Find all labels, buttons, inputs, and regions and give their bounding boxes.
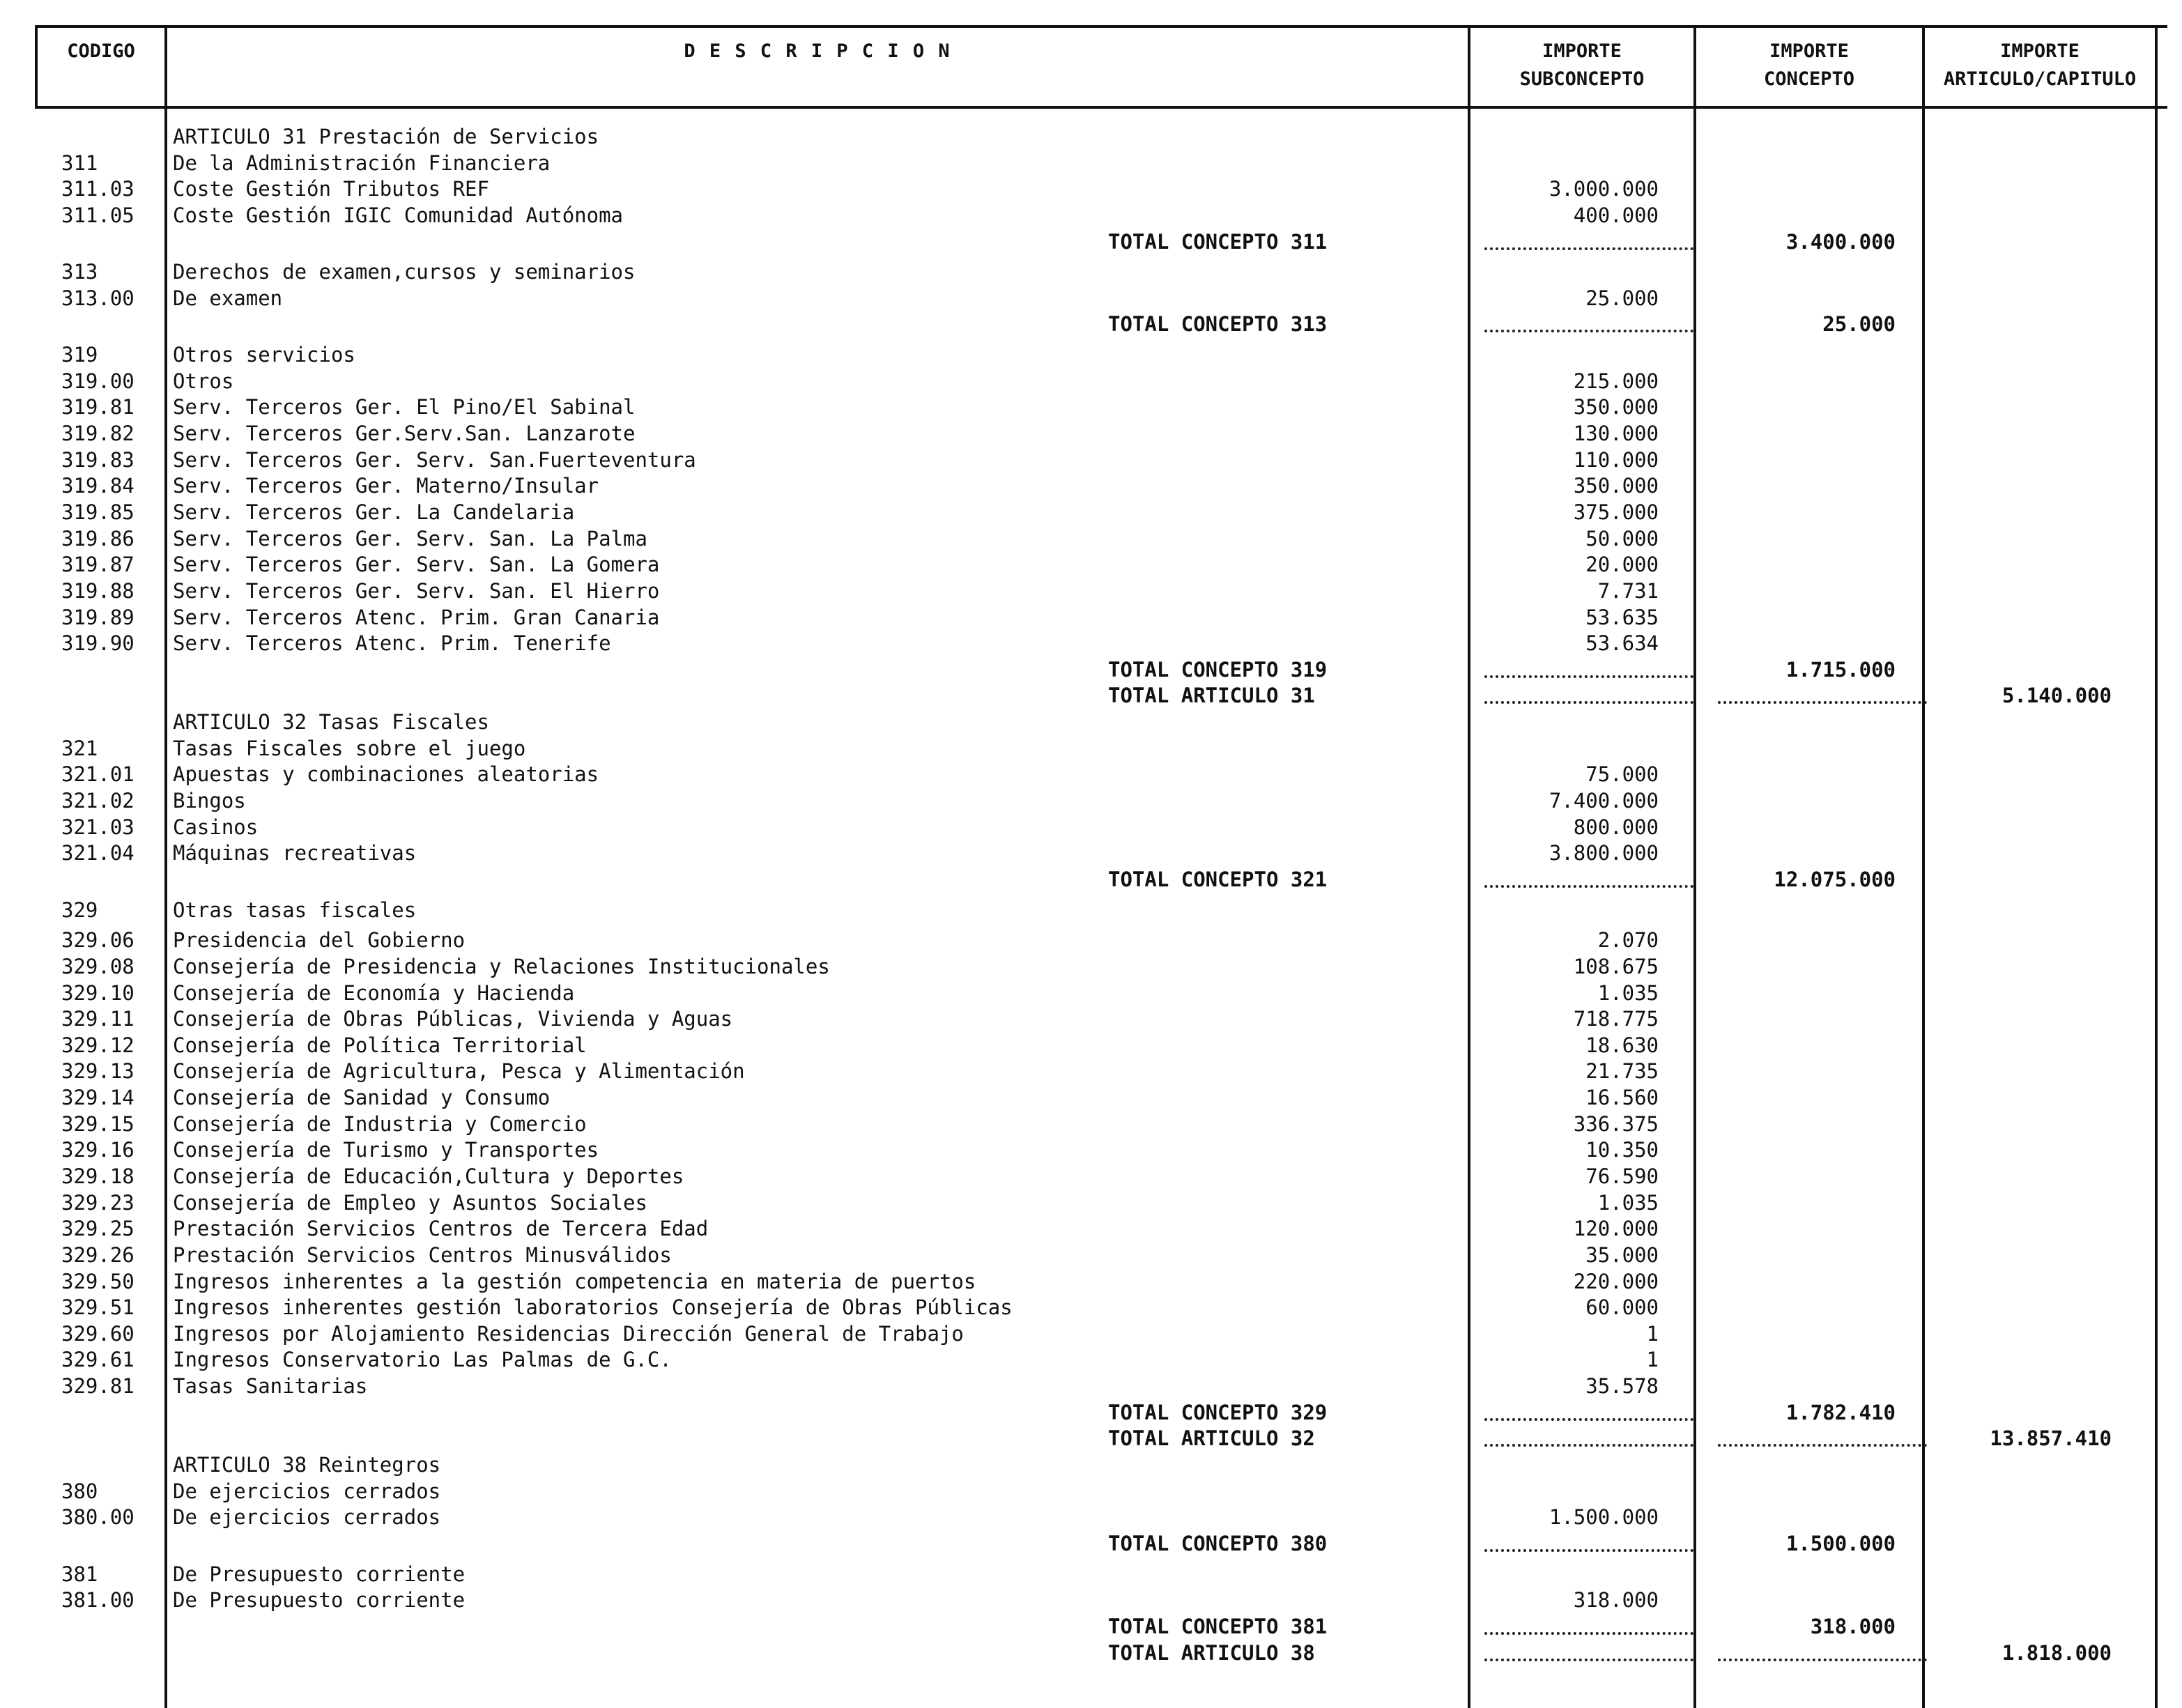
table-row bbox=[0, 151, 2182, 177]
table-row bbox=[0, 1190, 2182, 1217]
table-row bbox=[0, 631, 2182, 657]
dotted-leader bbox=[1484, 675, 1693, 678]
total-row bbox=[0, 657, 2182, 684]
row-importe-subconcepto: 718.775 bbox=[1573, 1007, 1659, 1031]
table-row bbox=[0, 578, 2182, 605]
row-importe-subconcepto: 108.675 bbox=[1573, 954, 1659, 978]
row-description: Serv. Terceros Ger.Serv.San. Lanzarote bbox=[173, 422, 636, 446]
row-code: 329.16 bbox=[61, 1138, 135, 1162]
table-row bbox=[0, 394, 2182, 421]
row-importe-subconcepto: 18.630 bbox=[1585, 1033, 1659, 1057]
row-description: Consejería de Empleo y Asuntos Sociales bbox=[173, 1190, 647, 1215]
table-row bbox=[0, 1479, 2182, 1505]
table-row bbox=[0, 259, 2182, 286]
row-importe-subconcepto: 1.035 bbox=[1597, 1190, 1659, 1215]
total-row bbox=[0, 1426, 2182, 1452]
header-importe-subconcepto: IMPORTE SUBCONCEPTO bbox=[1519, 40, 1645, 90]
row-description: Máquinas recreativas bbox=[173, 841, 417, 865]
table-row bbox=[0, 815, 2182, 841]
row-importe-subconcepto: 800.000 bbox=[1573, 815, 1659, 839]
row-description: Consejería de Política Territorial bbox=[173, 1033, 587, 1057]
row-code: 319.89 bbox=[61, 605, 135, 629]
table-row bbox=[0, 1269, 2182, 1295]
row-description: ARTICULO 32 Tasas Fiscales bbox=[173, 710, 489, 734]
row-description: Coste Gestión Tributos REF bbox=[173, 177, 489, 201]
row-code: 313 bbox=[61, 260, 98, 284]
table-row bbox=[0, 500, 2182, 526]
row-description: Prestación Servicios Centros Minusválidos bbox=[173, 1242, 672, 1267]
total-row bbox=[0, 1531, 2182, 1557]
row-importe-subconcepto: 20.000 bbox=[1585, 553, 1659, 577]
table-row bbox=[0, 1587, 2182, 1614]
row-description: Serv. Terceros Ger. Serv. San. La Palma bbox=[173, 526, 647, 551]
row-code: 319.84 bbox=[61, 474, 135, 498]
row-description: De examen bbox=[173, 286, 283, 310]
row-code: 321.03 bbox=[61, 815, 135, 839]
row-description: Consejería de Industria y Comercio bbox=[173, 1111, 587, 1136]
row-description: Apuestas y combinaciones aleatorias bbox=[173, 762, 599, 787]
table-row bbox=[0, 1295, 2182, 1321]
total-row bbox=[0, 867, 2182, 893]
row-code: 319.81 bbox=[61, 395, 135, 420]
row-importe-subconcepto: 25.000 bbox=[1585, 286, 1659, 310]
row-total-label: TOTAL CONCEPTO 321 bbox=[1108, 867, 1328, 891]
table-row bbox=[0, 1111, 2182, 1138]
table-row bbox=[0, 1164, 2182, 1190]
row-importe-subconcepto: 53.635 bbox=[1585, 605, 1659, 629]
row-description: Ingresos inherentes a la gestión competencia en materia de puertos bbox=[173, 1269, 976, 1293]
dotted-leader bbox=[1484, 1418, 1693, 1421]
row-description: Ingresos por Alojamiento Residencias Dirección General de Trabajo bbox=[173, 1321, 964, 1346]
row-importe-subconcepto: 130.000 bbox=[1573, 422, 1659, 446]
row-total-label: TOTAL ARTICULO 32 bbox=[1108, 1426, 1315, 1451]
row-code: 329.13 bbox=[61, 1059, 135, 1084]
table-row bbox=[0, 980, 2182, 1007]
table-row bbox=[0, 526, 2182, 553]
row-description: Consejería de Economía y Hacienda bbox=[173, 980, 575, 1005]
row-importe-subconcepto: 1.500.000 bbox=[1549, 1505, 1659, 1530]
table-row bbox=[0, 788, 2182, 815]
table-row bbox=[0, 421, 2182, 447]
row-importe-concepto: 1.782.410 bbox=[1785, 1400, 1896, 1424]
row-code: 321 bbox=[61, 736, 98, 760]
dotted-leader bbox=[1718, 1659, 1927, 1661]
row-code: 329.60 bbox=[61, 1321, 135, 1346]
row-description: De Presupuesto corriente bbox=[173, 1588, 466, 1613]
row-code: 329.08 bbox=[61, 954, 135, 978]
table-top-border bbox=[35, 25, 2167, 28]
row-importe-subconcepto: 35.578 bbox=[1585, 1374, 1659, 1399]
row-code: 319.87 bbox=[61, 553, 135, 577]
row-importe-subconcepto: 3.800.000 bbox=[1549, 841, 1659, 865]
row-code: 329.06 bbox=[61, 928, 135, 953]
row-code: 321.04 bbox=[61, 841, 135, 865]
row-code: 329.26 bbox=[61, 1242, 135, 1267]
row-description: Derechos de examen,cursos y seminarios bbox=[173, 260, 636, 284]
row-importe-subconcepto: 50.000 bbox=[1585, 526, 1659, 551]
row-importe-subconcepto: 1 bbox=[1646, 1321, 1659, 1346]
table-row bbox=[0, 898, 2182, 924]
header-codigo: CODIGO bbox=[67, 40, 135, 62]
row-code: 329.18 bbox=[61, 1164, 135, 1188]
row-importe-subconcepto: 10.350 bbox=[1585, 1138, 1659, 1162]
header-importe-articulo-capitulo: IMPORTE ARTICULO/CAPITULO bbox=[1943, 40, 2137, 90]
row-code: 329.15 bbox=[61, 1111, 135, 1136]
row-code: 319.00 bbox=[61, 369, 135, 393]
row-code: 380 bbox=[61, 1479, 98, 1503]
row-code: 319.90 bbox=[61, 631, 135, 656]
table-row bbox=[0, 709, 2182, 736]
row-importe-concepto: 3.400.000 bbox=[1785, 229, 1896, 254]
table-row bbox=[0, 1242, 2182, 1269]
row-description: Bingos bbox=[173, 789, 246, 813]
row-description: Consejería de Educación,Cultura y Deportes bbox=[173, 1164, 684, 1188]
row-description: Serv. Terceros Ger. El Pino/El Sabinal bbox=[173, 395, 636, 420]
row-importe-subconcepto: 318.000 bbox=[1573, 1588, 1659, 1613]
row-code: 329.50 bbox=[61, 1269, 135, 1293]
row-importe-subconcepto: 7.400.000 bbox=[1549, 789, 1659, 813]
row-importe-subconcepto: 110.000 bbox=[1573, 447, 1659, 472]
row-code: 329.11 bbox=[61, 1007, 135, 1031]
dotted-leader bbox=[1484, 1659, 1693, 1661]
table-row bbox=[0, 342, 2182, 369]
row-description: Ingresos Conservatorio Las Palmas de G.C. bbox=[173, 1348, 672, 1372]
row-importe-concepto: 25.000 bbox=[1822, 312, 1896, 337]
dotted-leader bbox=[1484, 1444, 1693, 1447]
row-code: 329.23 bbox=[61, 1190, 135, 1215]
row-code: 381.00 bbox=[61, 1588, 135, 1613]
row-description: Tasas Fiscales sobre el juego bbox=[173, 736, 526, 760]
total-row bbox=[0, 1400, 2182, 1426]
row-importe-articulo: 1.818.000 bbox=[2002, 1640, 2112, 1665]
row-code: 329.51 bbox=[61, 1295, 135, 1320]
dotted-leader bbox=[1484, 247, 1693, 250]
row-code: 319.86 bbox=[61, 526, 135, 551]
row-importe-subconcepto: 21.735 bbox=[1585, 1059, 1659, 1084]
dotted-leader bbox=[1484, 1632, 1693, 1635]
row-total-label: TOTAL CONCEPTO 380 bbox=[1108, 1531, 1328, 1555]
table-row bbox=[0, 203, 2182, 229]
table-row bbox=[0, 176, 2182, 203]
row-total-label: TOTAL CONCEPTO 319 bbox=[1108, 657, 1328, 682]
row-description: Otros servicios bbox=[173, 343, 355, 367]
row-importe-subconcepto: 350.000 bbox=[1573, 395, 1659, 420]
row-description: Consejería de Sanidad y Consumo bbox=[173, 1086, 551, 1110]
row-description: Consejería de Presidencia y Relaciones Institucionales bbox=[173, 954, 830, 978]
row-description: Serv. Terceros Atenc. Prim. Tenerife bbox=[173, 631, 611, 656]
row-importe-subconcepto: 220.000 bbox=[1573, 1269, 1659, 1293]
table-row bbox=[0, 1006, 2182, 1033]
row-description: Serv. Terceros Ger. Serv. San. El Hierro bbox=[173, 578, 660, 603]
row-importe-subconcepto: 76.590 bbox=[1585, 1164, 1659, 1188]
row-importe-subconcepto: 7.731 bbox=[1597, 578, 1659, 603]
row-importe-articulo: 5.140.000 bbox=[2002, 684, 2112, 708]
row-code: 329.12 bbox=[61, 1033, 135, 1057]
row-importe-subconcepto: 350.000 bbox=[1573, 474, 1659, 498]
table-row bbox=[0, 1059, 2182, 1085]
row-code: 311.05 bbox=[61, 203, 135, 227]
row-description: Serv. Terceros Ger. Serv. San.Fuerteventura bbox=[173, 447, 696, 472]
table-row bbox=[0, 369, 2182, 395]
row-importe-subconcepto: 3.000.000 bbox=[1549, 177, 1659, 201]
dotted-leader bbox=[1484, 885, 1693, 888]
row-importe-subconcepto: 1.035 bbox=[1597, 980, 1659, 1005]
row-code: 321.01 bbox=[61, 762, 135, 787]
row-description: Serv. Terceros Atenc. Prim. Gran Canaria bbox=[173, 605, 660, 629]
table-row bbox=[0, 447, 2182, 474]
row-description: Prestación Servicios Centros de Tercera Edad bbox=[173, 1217, 709, 1241]
row-description: Ingresos inherentes gestión laboratorios Consejería de Obras Públicas bbox=[173, 1295, 1013, 1320]
dotted-leader bbox=[1484, 701, 1693, 704]
row-description: Serv. Terceros Ger. Materno/Insular bbox=[173, 474, 599, 498]
table-row bbox=[0, 954, 2182, 980]
row-code: 329.61 bbox=[61, 1348, 135, 1372]
row-code: 319.82 bbox=[61, 422, 135, 446]
row-description: De Presupuesto corriente bbox=[173, 1562, 466, 1586]
row-importe-concepto: 318.000 bbox=[1810, 1614, 1896, 1638]
row-importe-subconcepto: 60.000 bbox=[1585, 1295, 1659, 1320]
row-importe-subconcepto: 400.000 bbox=[1573, 203, 1659, 227]
row-description: De ejercicios cerrados bbox=[173, 1479, 441, 1503]
row-code: 319.85 bbox=[61, 500, 135, 524]
header-bottom-border bbox=[35, 106, 2167, 109]
table-row bbox=[0, 1374, 2182, 1400]
table-row bbox=[0, 762, 2182, 788]
row-description: Tasas Sanitarias bbox=[173, 1374, 368, 1399]
row-description: ARTICULO 31 Prestación de Servicios bbox=[173, 125, 599, 148]
row-code: 329.25 bbox=[61, 1217, 135, 1241]
row-importe-subconcepto: 16.560 bbox=[1585, 1086, 1659, 1110]
dotted-leader bbox=[1484, 1549, 1693, 1552]
table-row bbox=[0, 840, 2182, 867]
row-code: 329 bbox=[61, 898, 98, 922]
row-total-label: TOTAL CONCEPTO 311 bbox=[1108, 229, 1328, 254]
row-description: Otras tasas fiscales bbox=[173, 898, 417, 922]
table-row bbox=[0, 1347, 2182, 1374]
row-code: 319.88 bbox=[61, 578, 135, 603]
table-row bbox=[0, 605, 2182, 631]
row-code: 329.10 bbox=[61, 980, 135, 1005]
total-row bbox=[0, 229, 2182, 256]
table-row bbox=[0, 1085, 2182, 1111]
row-description: Consejería de Obras Públicas, Vivienda y Aguas bbox=[173, 1007, 733, 1031]
row-description: Coste Gestión IGIC Comunidad Autónoma bbox=[173, 203, 624, 227]
row-code: 329.81 bbox=[61, 1374, 135, 1399]
row-code: 311 bbox=[61, 151, 98, 175]
dotted-leader bbox=[1484, 330, 1693, 332]
row-code: 319 bbox=[61, 343, 98, 367]
table-row bbox=[0, 1452, 2182, 1479]
row-description: Serv. Terceros Ger. La Candelaria bbox=[173, 500, 575, 524]
row-importe-subconcepto: 1 bbox=[1646, 1348, 1659, 1372]
row-importe-articulo: 13.857.410 bbox=[1990, 1426, 2112, 1451]
header-importe-concepto: IMPORTE CONCEPTO bbox=[1763, 40, 1855, 90]
row-code: 311.03 bbox=[61, 177, 135, 201]
header-descripcion: D E S C R I P C I O N bbox=[684, 40, 951, 62]
row-description: De la Administración Financiera bbox=[173, 151, 551, 175]
table-row bbox=[0, 1216, 2182, 1242]
table-row bbox=[0, 286, 2182, 312]
total-row bbox=[0, 1614, 2182, 1640]
row-importe-subconcepto: 35.000 bbox=[1585, 1242, 1659, 1267]
table-row bbox=[0, 928, 2182, 954]
table-row bbox=[0, 473, 2182, 500]
row-description: Casinos bbox=[173, 815, 259, 839]
table-row bbox=[0, 736, 2182, 762]
row-code: 313.00 bbox=[61, 286, 135, 310]
table-row bbox=[0, 1321, 2182, 1348]
row-total-label: TOTAL CONCEPTO 329 bbox=[1108, 1400, 1328, 1424]
table-row bbox=[0, 552, 2182, 578]
row-importe-subconcepto: 75.000 bbox=[1585, 762, 1659, 787]
dotted-leader bbox=[1718, 1444, 1927, 1447]
dotted-leader bbox=[1718, 701, 1927, 704]
row-importe-subconcepto: 375.000 bbox=[1573, 500, 1659, 524]
row-importe-concepto: 1.715.000 bbox=[1785, 657, 1896, 682]
row-description: Consejería de Agricultura, Pesca y Alimentación bbox=[173, 1059, 745, 1084]
table-row bbox=[0, 1562, 2182, 1588]
row-importe-concepto: 12.075.000 bbox=[1774, 867, 1896, 891]
total-row bbox=[0, 311, 2182, 338]
row-total-label: TOTAL ARTICULO 38 bbox=[1108, 1640, 1315, 1665]
total-row bbox=[0, 683, 2182, 709]
row-code: 329.14 bbox=[61, 1086, 135, 1110]
row-importe-subconcepto: 215.000 bbox=[1573, 369, 1659, 393]
row-description: De ejercicios cerrados bbox=[173, 1505, 441, 1530]
row-description: Consejería de Turismo y Transportes bbox=[173, 1138, 599, 1162]
row-importe-subconcepto: 2.070 bbox=[1597, 928, 1659, 953]
row-total-label: TOTAL CONCEPTO 381 bbox=[1108, 1614, 1328, 1638]
total-row bbox=[0, 1640, 2182, 1667]
table-row bbox=[0, 124, 2182, 151]
table-body bbox=[0, 124, 2182, 1666]
row-importe-concepto: 1.500.000 bbox=[1785, 1531, 1896, 1555]
row-description: Otros bbox=[173, 369, 234, 393]
row-description: Presidencia del Gobierno bbox=[173, 928, 466, 953]
row-total-label: TOTAL ARTICULO 31 bbox=[1108, 684, 1315, 708]
row-importe-subconcepto: 120.000 bbox=[1573, 1217, 1659, 1241]
table-row bbox=[0, 1505, 2182, 1531]
row-code: 380.00 bbox=[61, 1505, 135, 1530]
row-importe-subconcepto: 53.634 bbox=[1585, 631, 1659, 656]
row-code: 319.83 bbox=[61, 447, 135, 472]
row-code: 321.02 bbox=[61, 789, 135, 813]
row-code: 381 bbox=[61, 1562, 98, 1586]
table-row bbox=[0, 1033, 2182, 1059]
table-row bbox=[0, 1137, 2182, 1164]
row-description: ARTICULO 38 Reintegros bbox=[173, 1453, 441, 1477]
row-description: Serv. Terceros Ger. Serv. San. La Gomera bbox=[173, 553, 660, 577]
row-importe-subconcepto: 336.375 bbox=[1573, 1111, 1659, 1136]
row-total-label: TOTAL CONCEPTO 313 bbox=[1108, 312, 1328, 337]
